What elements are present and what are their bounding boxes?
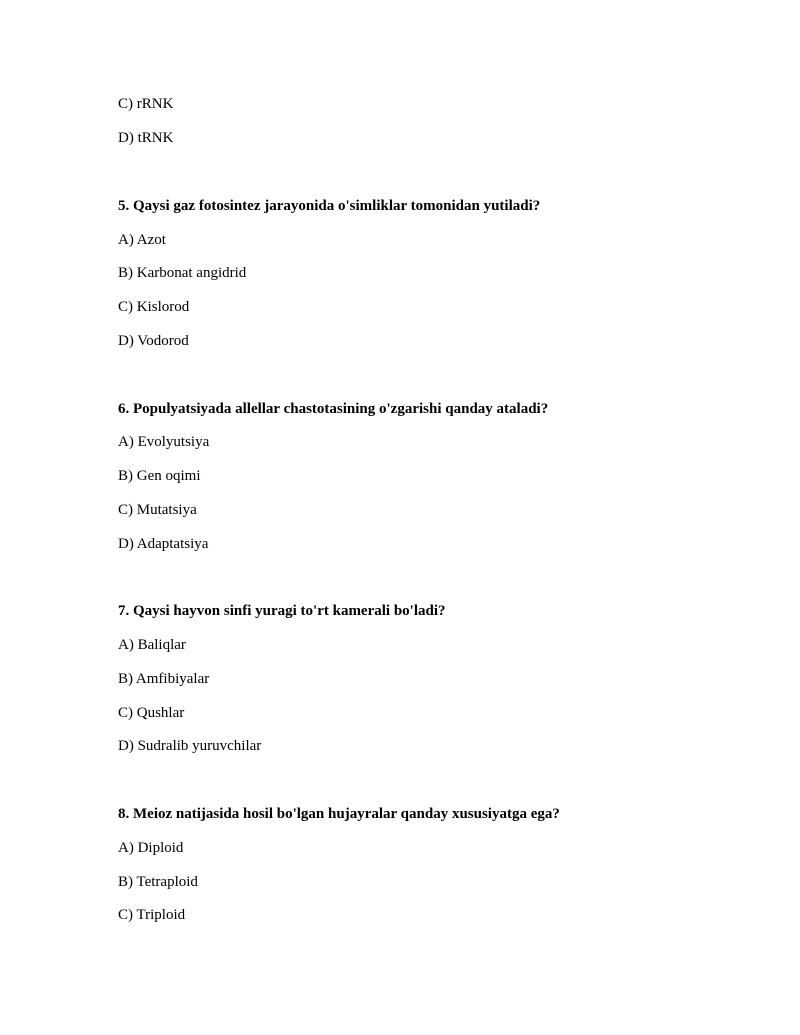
q6-option-b: B) Gen oqimi [118,468,201,484]
q5-option-d: D) Vodorod [118,333,189,349]
option-d-prev: D) tRNK [118,130,174,146]
q5-option-c: C) Kislorod [118,299,190,315]
q6-option-d: D) Adaptatsiya [118,536,209,552]
q5-option-a: A) Azot [118,232,166,248]
q7-option-a: A) Baliqlar [118,637,186,653]
q6-option-a: A) Evolyutsiya [118,434,210,450]
q5-option-b: B) Karbonat angidrid [118,265,247,281]
q7-option-b: B) Amfibiyalar [118,671,210,687]
q6-option-c: C) Mutatsiya [118,502,197,518]
question-6: 6. Populyatsiyada allellar chastotasining o'zgarishi qanday ataladi? [118,401,549,417]
question-7: 7. Qaysi hayvon sinfi yuragi to'rt kamerali bo'ladi? [118,603,446,619]
q7-option-d: D) Sudralib yuruvchilar [118,738,262,754]
q7-option-c: C) Qushlar [118,705,185,721]
q8-option-c: C) Triploid [118,907,186,923]
question-5: 5. Qaysi gaz fotosintez jarayonida o'simliklar tomonidan yutiladi? [118,198,541,214]
q8-option-a: A) Diploid [118,840,184,856]
q8-option-b: B) Tetraploid [118,874,198,890]
question-8: 8. Meioz natijasida hosil bo'lgan hujayralar qanday xususiyatga ega? [118,806,560,822]
option-c-prev: C) rRNK [118,96,174,112]
